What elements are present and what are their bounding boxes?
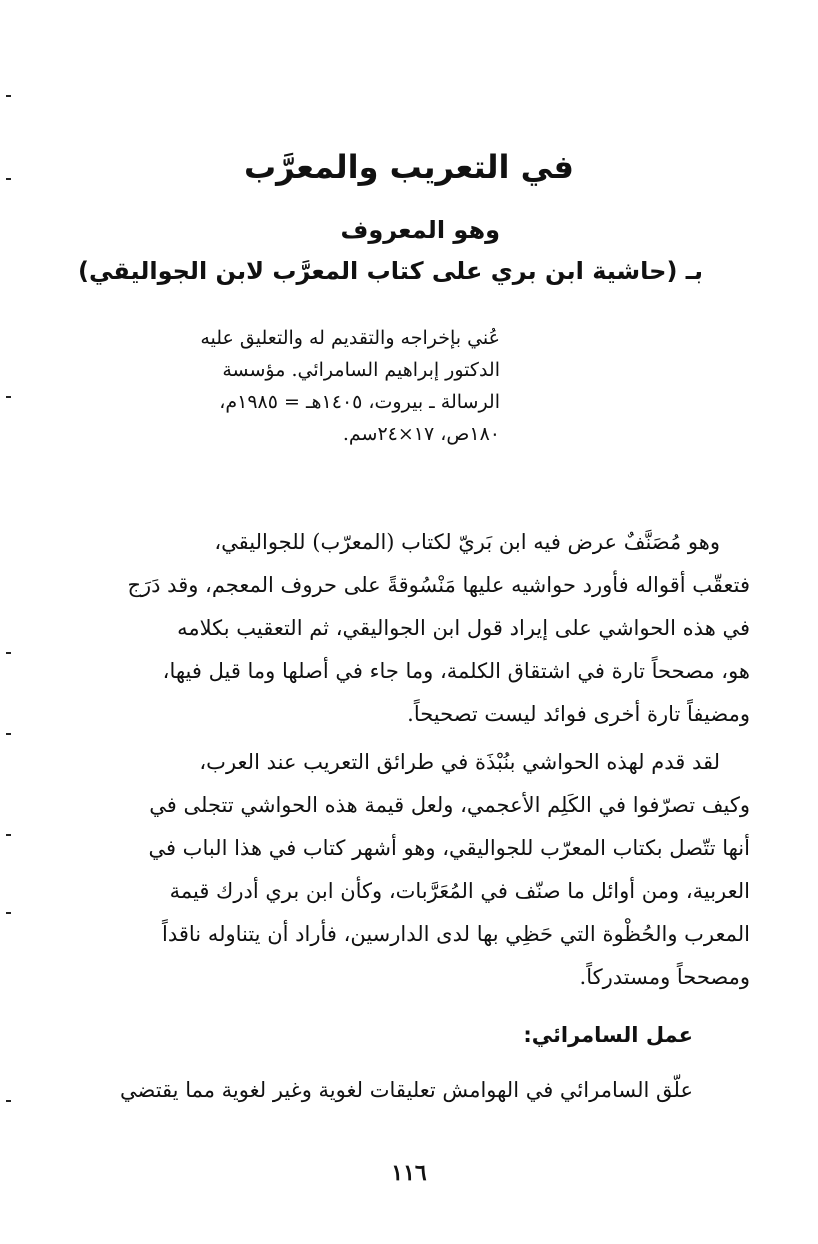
scan-margin-mark xyxy=(6,1100,11,1102)
scan-margin-mark xyxy=(6,95,11,97)
paragraph-line: فتعقّب أقواله فأورد حواشيه عليها مَنْسُوقةً على حروف المعجم، وقد دَرَج xyxy=(127,573,750,597)
scan-margin-mark xyxy=(6,396,11,398)
scan-margin-mark xyxy=(6,912,11,914)
subtitle-line-1: وهو المعروف xyxy=(340,216,500,244)
paragraph-line: ومصححاً ومستدركاً. xyxy=(579,965,750,989)
paragraph-2 xyxy=(70,741,750,999)
page-title: في التعريب والمعرَّب xyxy=(244,148,574,186)
paragraph-3-line: علّق السامرائي في الهوامش تعليقات لغوية وغير لغوية مما يقتضي xyxy=(120,1078,693,1102)
paragraph-line: لقد قدم لهذه الحواشي بنُبْذَة في طرائق التعريب عند العرب، xyxy=(199,750,720,774)
bibliography-line: عُني بإخراجه والتقديم له والتعليق عليه xyxy=(200,327,500,349)
section-heading: عمل السامرائي: xyxy=(523,1023,693,1047)
subtitle-line-2: بـ (حاشية ابن بري على كتاب المعرَّب لابن الجواليقي) xyxy=(78,257,703,285)
bibliography-line: الرسالة ـ بيروت، ١٤٠٥هـ = ١٩٨٥م، xyxy=(219,391,500,413)
paragraph-line: في هذه الحواشي على إيراد قول ابن الجواليقي، ثم التعقيب بكلامه xyxy=(177,616,750,640)
paragraph-1 xyxy=(70,521,750,736)
bibliography-block xyxy=(170,322,500,450)
paragraph-line: ومضيفاً تارة أخرى فوائد ليست تصحيحاً. xyxy=(407,702,750,726)
paragraph-line: هو، مصححاً تارة في اشتقاق الكلمة، وما جاء في أصلها وما قيل فيها، xyxy=(162,659,750,683)
bibliography-line: ١٨٠ص، ١٧×٢٤سم. xyxy=(342,423,500,445)
paragraph-line: وكيف تصرّفوا في الكَلِم الأعجمي، ولعل قيمة هذه الحواشي تتجلى في xyxy=(149,793,750,817)
bibliography-line: الدكتور إبراهيم السامرائي. مؤسسة xyxy=(222,359,500,381)
scan-margin-mark xyxy=(6,733,11,735)
paragraph-line: المعرب والحُظْوة التي حَظِي بها لدى الدارسين، فأراد أن يتناوله ناقداً xyxy=(162,922,750,946)
scan-margin-mark xyxy=(6,178,11,180)
page-number: ١١٦ xyxy=(391,1160,427,1186)
scan-margin-mark xyxy=(6,652,11,654)
paragraph-line: أنها تتّصل بكتاب المعرّب للجواليقي، وهو أشهر كتاب في هذا الباب في xyxy=(148,836,750,860)
paragraph-line: العربية، ومن أوائل ما صنّف في المُعَرَّبات، وكأن ابن بري أدرك قيمة xyxy=(169,879,750,903)
paragraph-line: وهو مُصَنَّفٌ عرض فيه ابن بَريّ لكتاب (المعرّب) للجواليقي، xyxy=(214,530,720,554)
scan-margin-mark xyxy=(6,834,11,836)
